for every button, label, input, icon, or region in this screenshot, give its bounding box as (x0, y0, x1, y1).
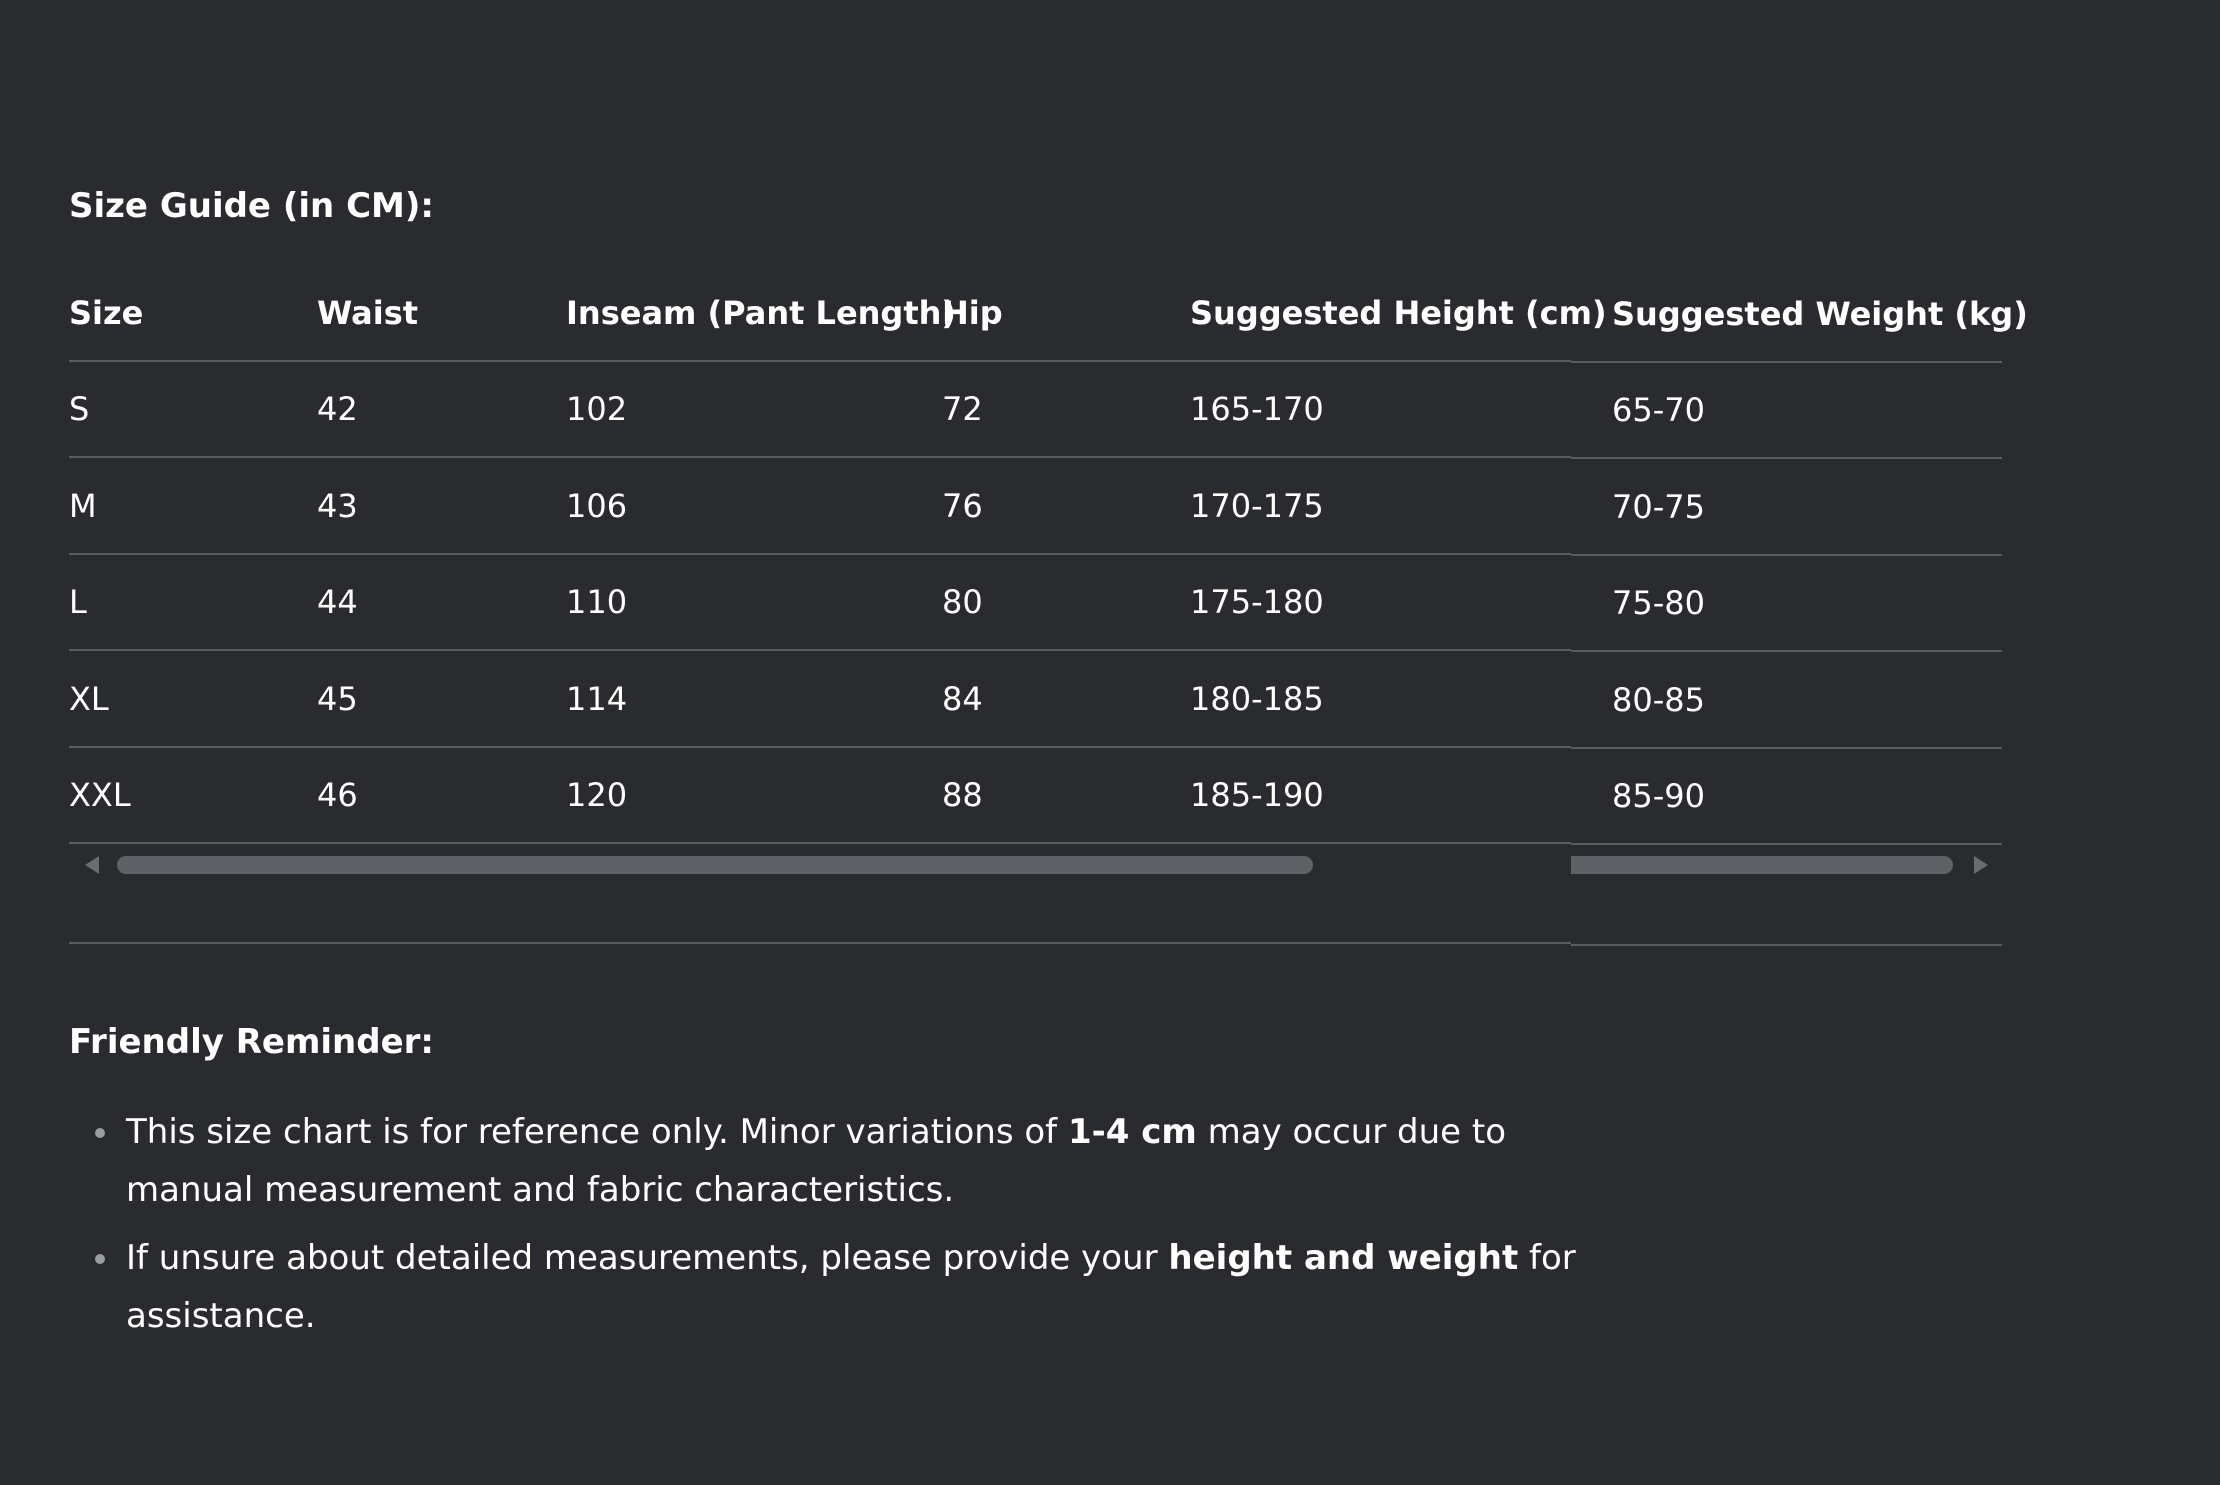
table-row (1571, 653, 2002, 749)
table-row (69, 748, 1571, 844)
table-header-row (1571, 267, 2028, 363)
reminder-text-part: may occur due to manual measurement and fabric characteristics. (126, 1112, 1507, 1210)
cell-hip: 84 (942, 680, 983, 718)
header-inseam: Inseam (Pant Length) (566, 294, 957, 332)
header-suggested-weight: Suggested Weight (kg) (1612, 295, 2028, 333)
scroll-right-arrow-icon[interactable] (1974, 856, 1988, 874)
list-item (93, 1229, 1693, 1345)
scrollbar-thumb[interactable] (1571, 856, 1953, 874)
table-row (1571, 749, 2002, 845)
reminder-text (126, 1238, 1576, 1336)
header-hip: Hip (942, 294, 1003, 332)
cell-waist: 43 (317, 487, 358, 525)
table-scrollbar-right[interactable] (1571, 846, 2002, 946)
cell-weight: 80-85 (1612, 681, 1705, 719)
size-guide-title: Size Guide (in CM): (69, 186, 434, 226)
reminder-emphasis: height and weight (1168, 1238, 1519, 1278)
cell-weight: 75-80 (1612, 584, 1705, 622)
cell-hip: 76 (942, 487, 983, 525)
cell-inseam: 120 (566, 776, 628, 814)
reminder-text-part: for assistance. (126, 1238, 1576, 1336)
scroll-left-arrow-icon[interactable] (85, 856, 99, 874)
table-row (69, 362, 1571, 458)
cell-size: L (69, 583, 87, 621)
cell-inseam: 110 (566, 583, 628, 621)
header-waist: Waist (317, 294, 419, 332)
cell-size: XXL (69, 776, 131, 814)
table-row (69, 652, 1571, 748)
cell-size: XL (69, 680, 109, 718)
cell-waist: 46 (317, 776, 358, 814)
cell-weight: 65-70 (1612, 391, 1705, 429)
reminder-title: Friendly Reminder: (69, 1022, 435, 1062)
cell-inseam: 102 (566, 390, 628, 428)
cell-inseam: 114 (566, 680, 628, 718)
cell-size: S (69, 390, 90, 428)
cell-size: M (69, 487, 97, 525)
reminder-text-part: If unsure about detailed measurements, please provide your (126, 1238, 1169, 1278)
cell-height: 165-170 (1190, 390, 1324, 428)
cell-height: 175-180 (1190, 583, 1324, 621)
cell-waist: 42 (317, 390, 358, 428)
bullet-icon (95, 1254, 105, 1264)
cell-weight: 70-75 (1612, 488, 1705, 526)
cell-waist: 44 (317, 583, 358, 621)
scrollbar-thumb[interactable] (117, 856, 1313, 874)
cell-hip: 88 (942, 776, 983, 814)
list-item (93, 1103, 1693, 1219)
cell-height: 170-175 (1190, 487, 1324, 525)
table-row (1571, 460, 2002, 556)
cell-height: 180-185 (1190, 680, 1324, 718)
cell-inseam: 106 (566, 487, 628, 525)
cell-hip: 72 (942, 390, 983, 428)
cell-hip: 80 (942, 583, 983, 621)
table-scrollbar-left[interactable] (69, 844, 1571, 944)
reminder-text-part: This size chart is for reference only. Minor variations of (126, 1112, 1068, 1152)
table-header-row (69, 266, 1607, 362)
table-row (1571, 363, 2002, 459)
header-size: Size (69, 294, 144, 332)
bullet-icon (95, 1128, 105, 1138)
table-row (69, 459, 1571, 555)
cell-height: 185-190 (1190, 776, 1324, 814)
cell-weight: 85-90 (1612, 777, 1705, 815)
cell-waist: 45 (317, 680, 358, 718)
reminder-text (126, 1103, 1606, 1219)
table-row (1571, 556, 2002, 652)
reminder-list (93, 1103, 1693, 1355)
table-row (69, 555, 1571, 651)
header-suggested-height: Suggested Height (cm) (1190, 294, 1607, 332)
reminder-emphasis: 1-4 cm (1067, 1112, 1197, 1152)
